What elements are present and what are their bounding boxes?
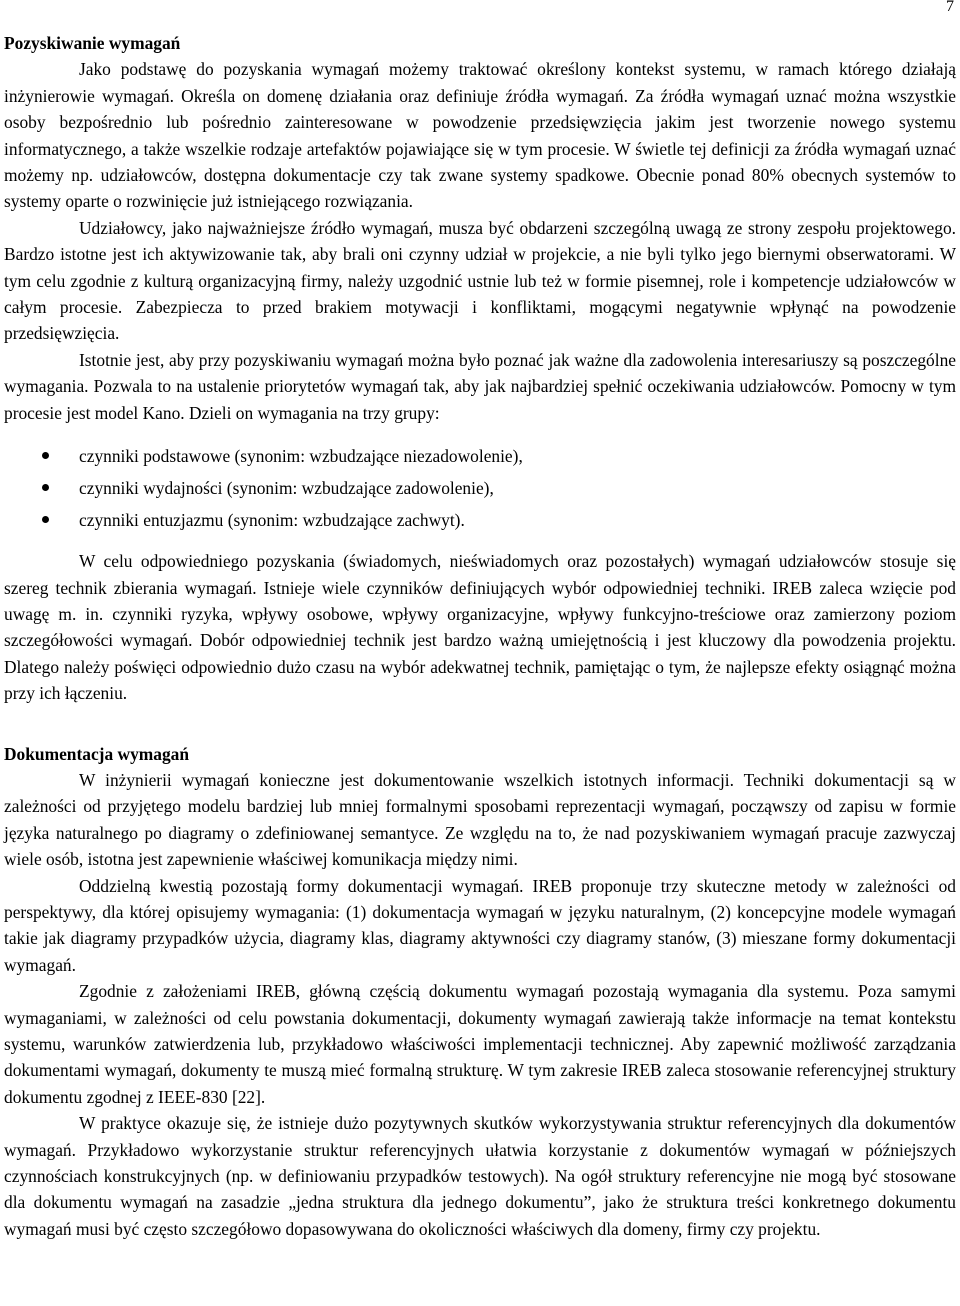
list-item	[4, 472, 956, 504]
list-item-text: czynniki podstawowe (synonim: wzbudzające niezadowolenie),	[79, 446, 523, 467]
paragraph: Istotnie jest, aby przy pozyskiwaniu wymagań można było poznać jak ważne dla zadowolenia interesariuszy są poszczególne wymagania. Pozwala to na ustalenie priorytetów wymagań tak, aby jak najbardziej spełnić oczekiwania udziałowców. Pomocny w tym procesie jest model Kano. Dzieli on wymagania na trzy grupy:	[4, 349, 956, 423]
paragraph: W celu odpowiedniego pozyskania (świadomych, nieświadomych oraz pozostałych) wymagań udziałowców stosuje się szereg technik zbierania wymagań. Istnieje wiele czynników definiujących wybór odpowiedniej techniki. IREB zaleca wzięcie pod uwagę m. in. czynniki ryzyka, wpływy osobowe, wpływy organizacyjne, wpływy funkcyjno-treściowe oraz zamierzony poziom szczegółowości wymagań. Dobór odpowiedniej technik jest bardzo ważną umiejętnością i jest kluczowy dla powodzenia projektu. Dlatego należy poświęci odpowiednio dużo czasu na wybór adekwatnej technik, pamiętając o tym, że najlepsze efekty osiągnąć można przy ich łączeniu.	[4, 551, 956, 704]
bullet-icon	[42, 452, 49, 459]
paragraph: Zgodnie z założeniami IREB, główną częścią dokumentu wymagań pozostają wymagania dla systemu. Poza samymi wymaganiami, w zależności od celu powstania dokumentacji, dokumenty wymagań zawierają także informacje na temat kontekstu systemu, warunków zatwierdzenia lub, przykładowo właściwości implementacji technicznej. Aby zapewnić możliwość zarządzania dokumentami wymagań, dokumenty te muszą mieć formalną strukturę. W tym zakresie IREB zaleca stosowanie referencyjnej struktury dokumentu zgodnej z IEEE-830 [22].	[4, 981, 956, 1107]
bullet-icon	[42, 484, 49, 491]
paragraph: W praktyce okazuje się, że istnieje dużo pozytywnych skutków wykorzystywania struktur referencyjnych dla dokumentów wymagań. Przykładowo wykorzystanie struktur referencyjnych ułatwia korzystanie z dokumentów wymagań w późniejszych czynnościach konstrukcyjnych (np. w definiowaniu przypadków testowych). Na ogół struktury referencyjne nie mogą być stosowane dla dokumentu wymagań na zasadzie „jedna struktura dla jednego dokumentu”, jako że struktura treści konkretnego dokumentu wymagań musi być często szczegółowo dopasowywana do okoliczności właściwych dla domeny, firmy czy projektu.	[4, 1113, 956, 1239]
bullet-icon	[42, 516, 49, 523]
paragraph: Udziałowcy, jako najważniejsze źródło wymagań, musza być obdarzeni szczególną uwagą ze strony zespołu projektowego. Bardzo istotne jest ich aktywizowanie tak, aby brali oni czynny udział w projekcie, a nie byli tylko jego biernymi obserwatorami. W tym celu zgodnie z kulturą organizacyjną firmy, należy uzgodnić ustnie lub też w formie pisemnej, role i kompetencje udziałowców w całym procesie. Zabezpiecza to przed brakiem motywacji i konfliktami, mogącymi negatywnie wpłynąć na powodzenie przedsięwzięcia.	[4, 217, 956, 344]
paragraph: Jako podstawę do pozyskania wymagań możemy traktować określony kontekst systemu, w ramach którego działają inżynierowie wymagań. Określa on domenę działania oraz definiuje źródła wymagań. Za źródła wymagań uznać można wszystkie osoby bezpośrednio lub pośrednio zainteresowane w powodzenie przedsięwzięcia jakim jest tworzenie nowego systemu informatycznego, a także wszelkie rodzaje artefaktów pojawiające się w tym procesie. W świetle tej definicji za źródła wymagań uznać możemy np. udziałowców, dostępna dokumentacje czy tak zwane systemy spadkowe. Obecnie ponad 80% obecnych systemów to systemy oparte o rozwinięcie już istniejącego rozwiązania.	[4, 59, 956, 212]
list-item-text: czynniki wydajności (synonim: wzbudzające zadowolenie),	[79, 478, 494, 499]
kano-factors-list	[4, 440, 956, 536]
list-item	[4, 504, 956, 536]
page-content	[4, 30, 956, 1242]
section-spacer	[4, 707, 956, 741]
paragraph: Oddzielną kwestią pozostają formy dokumentacji wymagań. IREB proponuje trzy skuteczne metody w zależności od perspektywy, dla której opisujemy wymagania: (1) dokumentacja wymagań w języku naturalnym, (2) koncepcyjne modele wymagań takie jak diagramy przypadków użycia, diagramy klas, diagramy aktywności czy diagramy stanów, (3) mieszane formy dokumentacji wymagań.	[4, 875, 956, 975]
section-heading-dokumentacja: Dokumentacja wymagań	[4, 743, 190, 764]
paragraph: W inżynierii wymagań konieczne jest dokumentowanie wszelkich istotnych informacji. Techniki dokumentacji są w zależności od przyjętego modelu bardziej lub mniej formalnymi sposobami reprezentacji wymagań, począwszy od zapisu w formie języka naturalnego po diagramy o zdefiniowanej semantyce. Ze względu na to, że nad pozyskiwaniem wymagań pracuje zazwyczaj wiele osób, istotna jest zapewnienie właściwej komunikacja między nimi.	[4, 769, 956, 870]
list-item-text: czynniki entuzjazmu (synonim: wzbudzające zachwyt).	[79, 510, 465, 531]
section-heading-pozyskiwanie: Pozyskiwanie wymagań	[4, 33, 181, 53]
list-item	[4, 440, 956, 472]
page-number: 7	[946, 0, 954, 15]
